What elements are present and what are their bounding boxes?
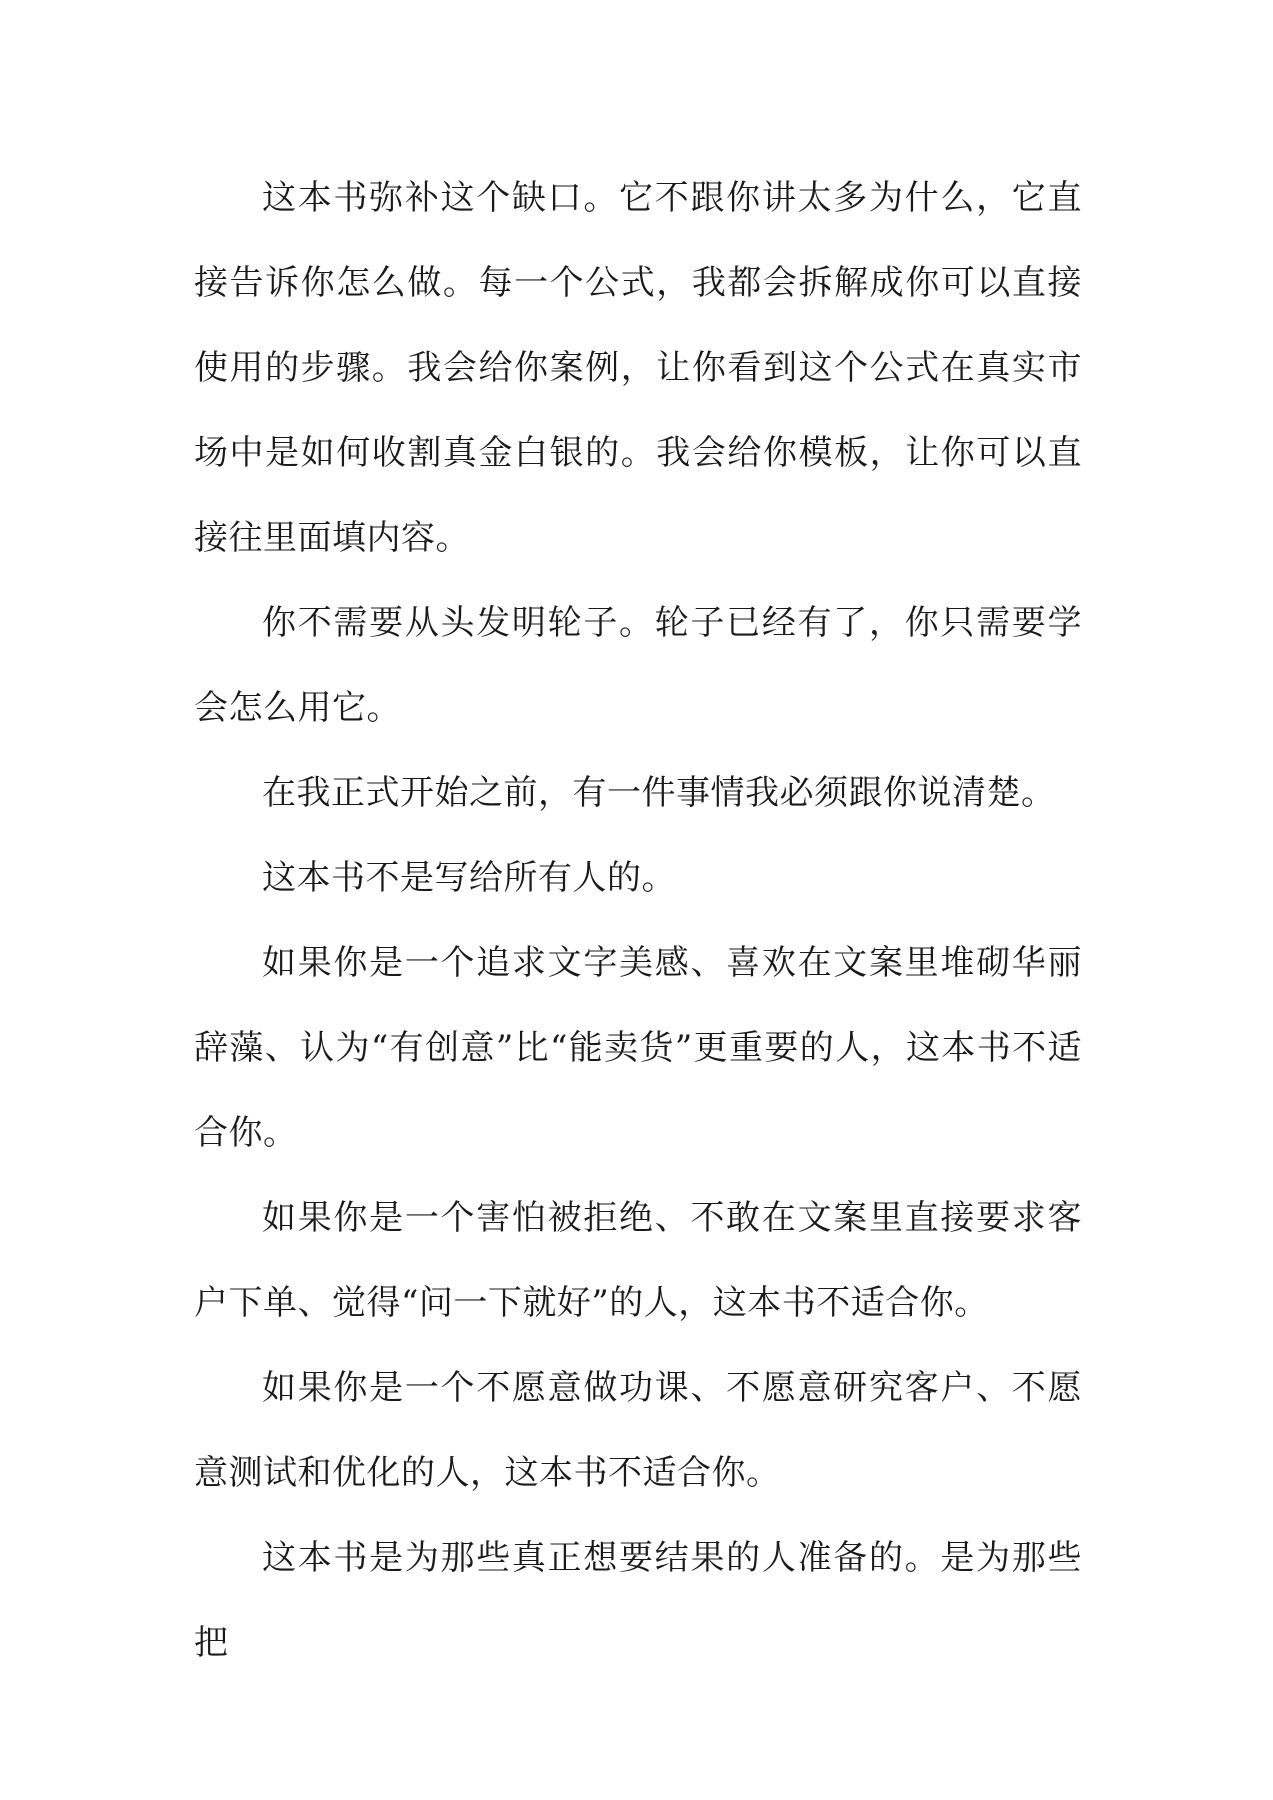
paragraph-7: 如果你是一个不愿意做功课、不愿意研究客户、不愿意测试和优化的人，这本书不适合你。 (194, 1368, 1082, 1493)
paragraph-3: 在我正式开始之前，有一件事情我必须跟你说清楚。 (262, 773, 1056, 813)
paragraph-6: 如果你是一个害怕被拒绝、不敢在文案里直接要求客户下单、觉得“问一下就好”的人，这本书不适合你。 (194, 1198, 1082, 1323)
paragraph-8: 这本书是为那些真正想要结果的人准备的。是为那些把 (194, 1538, 1082, 1663)
paragraph-4: 这本书不是写给所有人的。 (262, 858, 676, 898)
paragraph-5: 如果你是一个追求文字美感、喜欢在文案里堆砌华丽辞藻、认为“有创意”比“能卖货”更重要的人，这本书不适合你。 (194, 943, 1082, 1153)
paragraph-1: 这本书弥补这个缺口。它不跟你讲太多为什么，它直接告诉你怎么做。每一个公式，我都会拆解成你可以直接使用的步骤。我会给你案例，让你看到这个公式在真实市场中是如何收割真金白银的。我会给你模板，让你可以直接往里面填内容。 (194, 178, 1082, 558)
body-text (194, 156, 1082, 1686)
paragraph-2: 你不需要从头发明轮子。轮子已经有了，你只需要学会怎么用它。 (194, 603, 1082, 728)
